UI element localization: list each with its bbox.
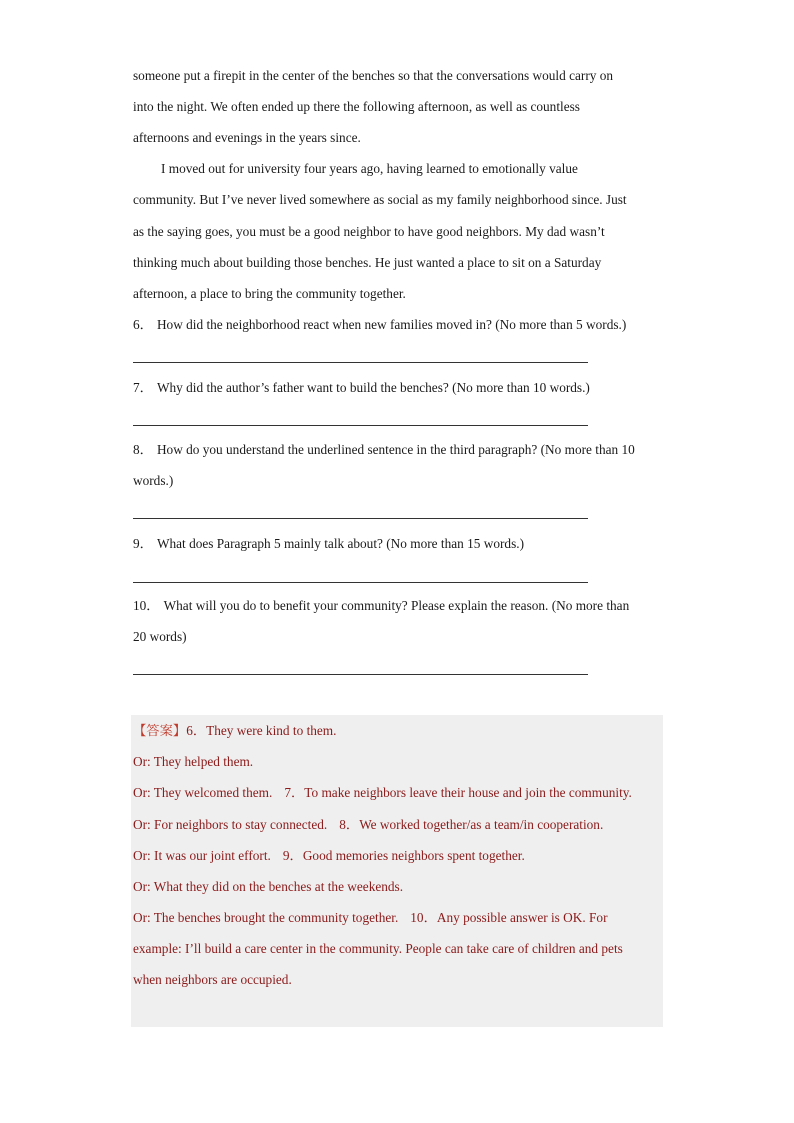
answer-text: example: I’ll build a care center in the community. People can take care of children and pets — [133, 941, 623, 956]
question-text: How did the neighborhood react when new families moved in? (No more than 5 words.) — [156, 317, 627, 332]
passage-line: into the night. We often ended up there the following afternoon, as well as countless — [133, 99, 580, 114]
question-number: 9． — [133, 536, 153, 551]
question-number: 6． — [133, 317, 153, 332]
answer-line — [133, 722, 336, 740]
question-8-continued: words.) — [133, 473, 174, 488]
answer-text: 6．They were kind to them. — [186, 723, 337, 738]
question-number: 8． — [133, 442, 153, 457]
answer-text: Or: They welcomed them. — [133, 785, 273, 800]
question-6 — [133, 316, 626, 334]
question-9 — [133, 535, 524, 553]
answer-line — [133, 847, 525, 865]
passage-line: thinking much about building those benches. He just wanted a place to sit on a Saturday — [133, 255, 602, 270]
passage-line: community. But I’ve never lived somewhere as social as my family neighborhood since. Just — [133, 192, 627, 207]
answer-line — [133, 816, 603, 834]
question-text: Why did the author’s father want to build the benches? (No more than 10 words.) — [156, 380, 590, 395]
question-8 — [133, 441, 635, 459]
answer-line — [133, 753, 253, 771]
answer-line — [133, 784, 632, 802]
question-7 — [133, 379, 590, 397]
question-text: What does Paragraph 5 mainly talk about? (No more than 15 words.) — [156, 536, 524, 551]
answer-text: Or: It was our joint effort. — [133, 848, 271, 863]
passage-line: afternoon, a place to bring the community together. — [133, 286, 406, 301]
question-number: 10． — [133, 598, 160, 613]
answer-blank-line[interactable] — [133, 425, 588, 426]
answer-text: when neighbors are occupied. — [133, 972, 292, 987]
answer-text: 9．Good memories neighbors spent together. — [282, 848, 525, 863]
question-10 — [133, 597, 629, 615]
answer-blank-line[interactable] — [133, 674, 588, 675]
question-text: How do you understand the underlined sentence in the third paragraph? (No more than 10 — [156, 442, 635, 457]
answer-blank-line[interactable] — [133, 518, 588, 519]
answer-line — [133, 971, 292, 989]
answer-line — [133, 878, 403, 896]
answer-text: 10．Any possible answer is OK. For — [410, 910, 608, 925]
passage-line: someone put a firepit in the center of the benches so that the conversations would carry on — [133, 68, 614, 83]
answer-blank-line[interactable] — [133, 582, 588, 583]
passage-line: I moved out for university four years ago, having learned to emotionally value — [161, 161, 578, 176]
answer-text: Or: For neighbors to stay connected. — [133, 817, 328, 832]
answer-line — [133, 940, 623, 958]
answer-text: Or: They helped them. — [133, 754, 254, 769]
passage-line: as the saying goes, you must be a good neighbor to have good neighbors. My dad wasn’t — [133, 224, 605, 239]
answer-text: 8．We worked together/as a team/in cooperation. — [339, 817, 604, 832]
answer-text: Or: What they did on the benches at the weekends. — [133, 879, 404, 894]
question-number: 7． — [133, 380, 153, 395]
question-10-continued: 20 words) — [133, 629, 187, 644]
answer-blank-line[interactable] — [133, 362, 588, 363]
answer-line — [133, 909, 608, 927]
question-text: What will you do to benefit your community? Please explain the reason. (No more than — [163, 598, 630, 613]
passage-line: afternoons and evenings in the years since. — [133, 130, 361, 145]
answer-tag: 【答案】 — [133, 723, 187, 738]
answer-text: Or: The benches brought the community together. — [133, 910, 399, 925]
answer-text: 7．To make neighbors leave their house and join the community. — [284, 785, 632, 800]
